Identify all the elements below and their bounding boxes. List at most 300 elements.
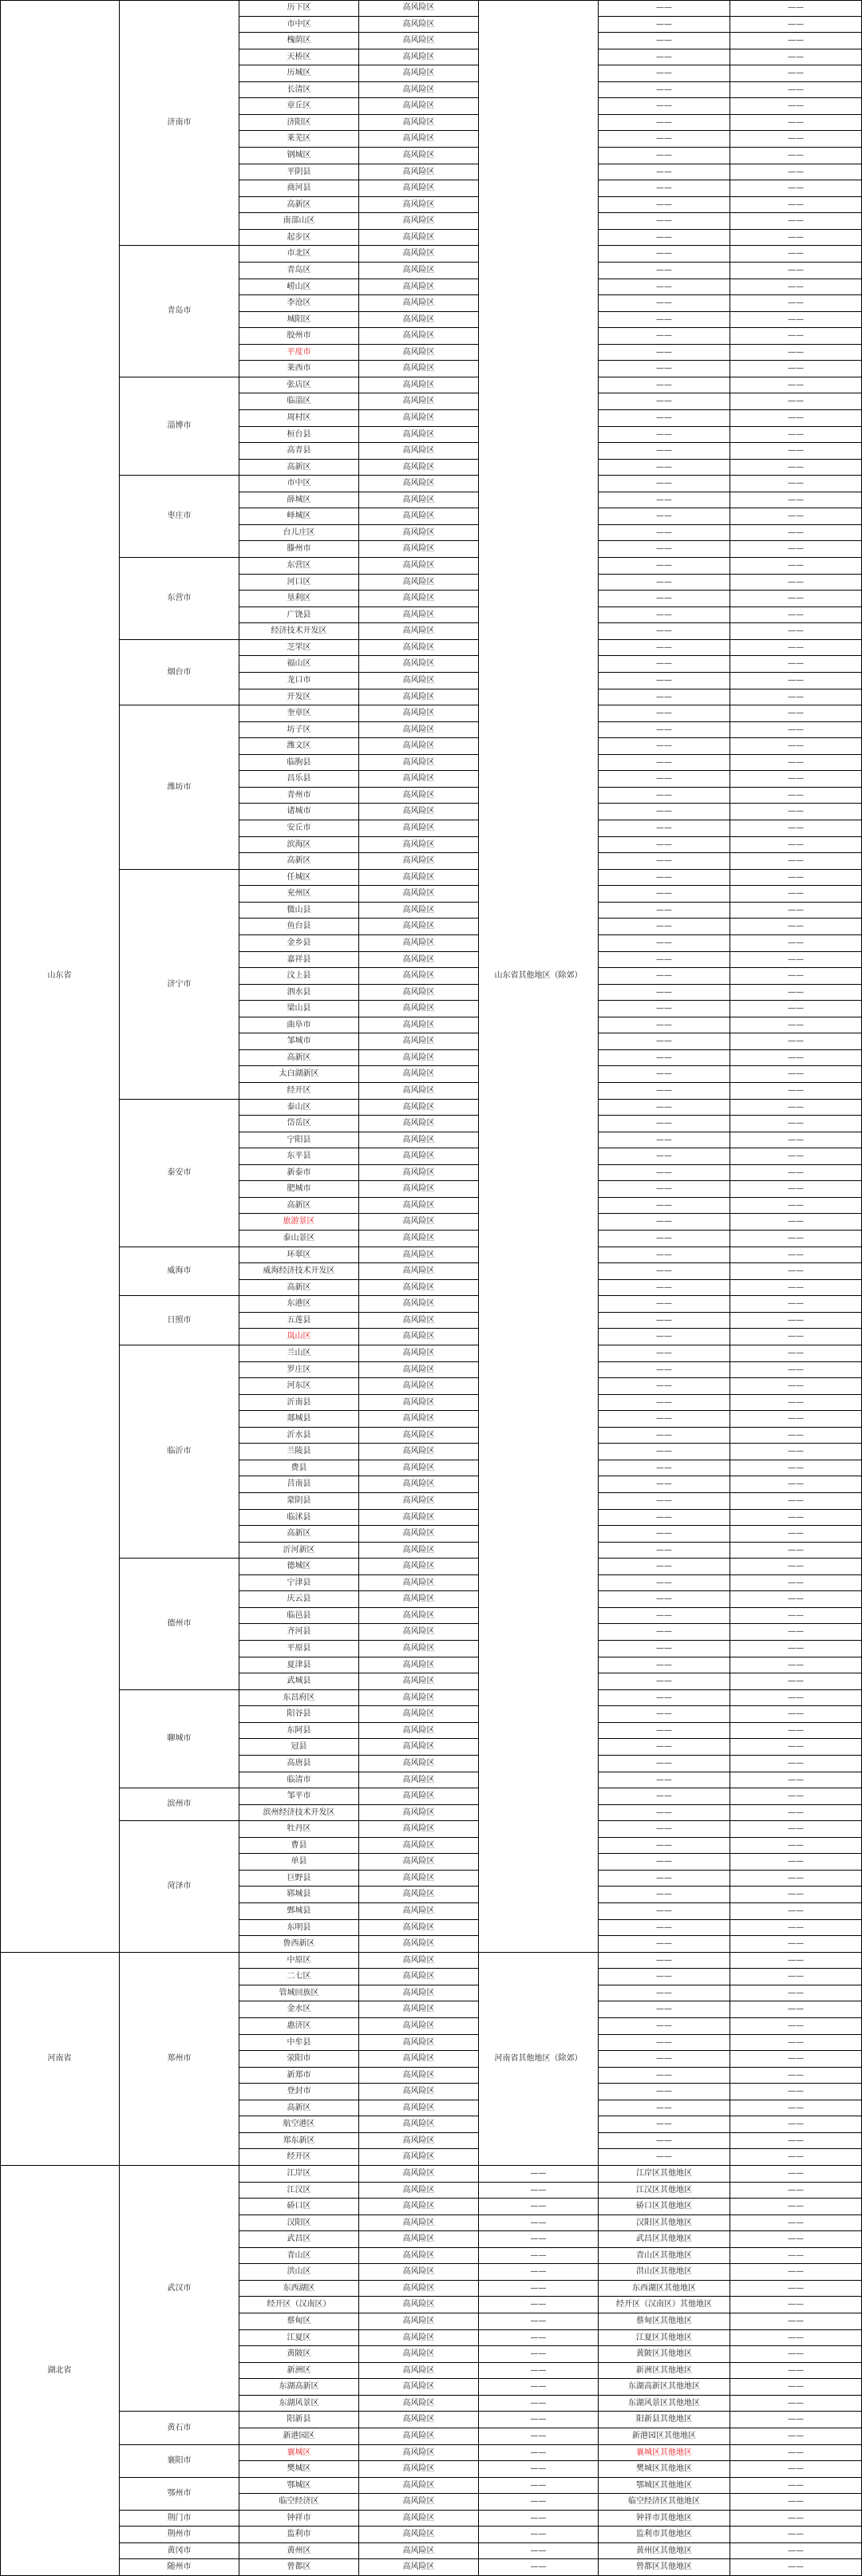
district-cell: 章丘区: [239, 98, 359, 115]
dash-cell: ——: [599, 935, 730, 952]
dash-cell: ——: [730, 607, 862, 623]
district-cell: 新郑市: [239, 2068, 359, 2084]
dash-cell: ——: [730, 2281, 862, 2297]
dash-cell: ——: [599, 1214, 730, 1231]
district-cell: 高新区: [239, 197, 359, 213]
dash-cell: ——: [730, 1903, 862, 1920]
district-cell: 新洲区: [239, 2363, 359, 2379]
risk-level-cell: 高风险区: [359, 1296, 479, 1313]
district-cell: 临空经济区: [239, 2494, 359, 2511]
dash-cell: ——: [599, 1756, 730, 1772]
dash-cell: ——: [479, 2461, 599, 2478]
dash-cell: ——: [599, 443, 730, 460]
district-cell: 高新区: [239, 1526, 359, 1543]
district-cell: 航空港区: [239, 2116, 359, 2133]
city-cell: 烟台市: [120, 640, 239, 705]
risk-level-cell: 高风险区: [359, 968, 479, 985]
dash-cell: ——: [730, 17, 862, 33]
dash-cell: ——: [599, 246, 730, 263]
risk-level-cell: 高风险区: [359, 1493, 479, 1510]
dash-cell: ——: [599, 312, 730, 328]
dash-cell: ——: [599, 197, 730, 213]
dash-cell: ——: [730, 2412, 862, 2428]
district-cell: 单县: [239, 1854, 359, 1871]
dash-cell: ——: [599, 952, 730, 968]
district-cell: 崂山区: [239, 279, 359, 295]
dash-cell: ——: [730, 2346, 862, 2363]
risk-level-cell: 高风险区: [359, 771, 479, 788]
dash-cell: ——: [599, 377, 730, 393]
dash-cell: ——: [730, 2231, 862, 2248]
dash-cell: ——: [730, 968, 862, 985]
dash-cell: ——: [730, 1148, 862, 1165]
district-cell: 梁山县: [239, 1001, 359, 1017]
district-cell: 青岛区: [239, 263, 359, 279]
dash-cell: ——: [730, 541, 862, 558]
dash-cell: ——: [599, 1247, 730, 1263]
risk-level-cell: 高风险区: [359, 1198, 479, 1214]
dash-cell: ——: [730, 1263, 862, 1280]
district-cell: 肥城市: [239, 1181, 359, 1198]
district-cell: 郯城县: [239, 1411, 359, 1428]
district-cell: 钢城区: [239, 148, 359, 164]
risk-level-cell: 高风险区: [359, 952, 479, 968]
risk-level-cell: 高风险区: [359, 788, 479, 804]
dash-cell: ——: [599, 903, 730, 919]
dash-cell: ——: [730, 1510, 862, 1526]
risk-level-cell: 高风险区: [359, 1132, 479, 1148]
risk-level-cell: 高风险区: [359, 1476, 479, 1493]
district-cell: 李沧区: [239, 295, 359, 312]
dash-cell: ——: [599, 1871, 730, 1887]
dash-cell: ——: [599, 1936, 730, 1953]
risk-level-cell: 高风险区: [359, 1690, 479, 1706]
city-cell: 青岛市: [120, 246, 239, 377]
city-cell: 日照市: [120, 1296, 239, 1345]
dash-cell: ——: [730, 1165, 862, 1181]
district-cell: 宁阳县: [239, 1132, 359, 1148]
dash-cell: ——: [730, 935, 862, 952]
district-cell: 巨野县: [239, 1871, 359, 1887]
risk-level-cell: 高风险区: [359, 2363, 479, 2379]
risk-level-cell: 高风险区: [359, 1362, 479, 1378]
dash-cell: ——: [730, 1772, 862, 1788]
dash-cell: ——: [730, 1083, 862, 1100]
district-cell: 岚山区: [239, 1329, 359, 1345]
dash-cell: ——: [599, 1296, 730, 1313]
dash-cell: ——: [730, 591, 862, 607]
district-cell: 张店区: [239, 377, 359, 393]
district-cell: 经开区: [239, 2149, 359, 2166]
dash-cell: ——: [730, 2494, 862, 2511]
dash-cell: ——: [730, 1050, 862, 1066]
district-cell: 罗庄区: [239, 1362, 359, 1378]
dash-cell: ——: [599, 1231, 730, 1247]
district-cell: 河东区: [239, 1378, 359, 1395]
dash-cell: ——: [730, 952, 862, 968]
dash-cell: ——: [599, 1591, 730, 1608]
district-other-cell: 江岸区其他地区: [599, 2166, 730, 2183]
risk-level-cell: 高风险区: [359, 1526, 479, 1543]
dash-cell: ——: [730, 853, 862, 870]
dash-cell: ——: [730, 2396, 862, 2412]
dash-cell: ——: [599, 492, 730, 508]
risk-level-cell: 高风险区: [359, 575, 479, 591]
risk-level-cell: 高风险区: [359, 1066, 479, 1083]
risk-level-cell: 高风险区: [359, 1100, 479, 1116]
district-cell: 济阳区: [239, 115, 359, 131]
risk-level-cell: 高风险区: [359, 345, 479, 361]
risk-level-cell: 高风险区: [359, 1608, 479, 1624]
dash-cell: ——: [730, 33, 862, 49]
dash-cell: ——: [730, 1066, 862, 1083]
district-cell: 新泰市: [239, 1165, 359, 1181]
risk-level-cell: 高风险区: [359, 2248, 479, 2264]
district-cell: 起步区: [239, 230, 359, 246]
dash-cell: ——: [599, 804, 730, 820]
district-other-cell: 襄城区其他地区: [599, 2445, 730, 2461]
dash-cell: ——: [730, 1280, 862, 1296]
dash-cell: ——: [730, 1985, 862, 2001]
district-cell: 旅游景区: [239, 1214, 359, 1231]
dash-cell: ——: [730, 1953, 862, 1969]
risk-level-cell: 高风险区: [359, 1247, 479, 1263]
dash-cell: ——: [479, 2379, 599, 2396]
dash-cell: ——: [479, 2527, 599, 2543]
district-other-cell: 黄州区其他地区: [599, 2543, 730, 2559]
risk-level-cell: 高风险区: [359, 1444, 479, 1460]
dash-cell: ——: [730, 1345, 862, 1362]
district-cell: 平度市: [239, 345, 359, 361]
district-cell: 冠县: [239, 1739, 359, 1756]
dash-cell: ——: [730, 1821, 862, 1838]
dash-cell: ——: [599, 1838, 730, 1854]
risk-level-cell: 高风险区: [359, 1985, 479, 2001]
risk-level-cell: 高风险区: [359, 2183, 479, 2199]
district-other-cell: 钟祥市其他地区: [599, 2511, 730, 2527]
dash-cell: ——: [599, 148, 730, 164]
dash-cell: ——: [730, 1805, 862, 1821]
dash-cell: ——: [479, 2478, 599, 2494]
district-cell: 曾都区: [239, 2559, 359, 2576]
dash-cell: ——: [730, 427, 862, 443]
dash-cell: ——: [599, 1969, 730, 1985]
dash-cell: ——: [479, 2199, 599, 2215]
risk-level-cell: 高风险区: [359, 1772, 479, 1788]
dash-cell: ——: [479, 2166, 599, 2183]
dash-cell: ——: [599, 771, 730, 788]
district-cell: 经济技术开发区: [239, 623, 359, 640]
dash-cell: ——: [730, 837, 862, 853]
dash-cell: ——: [599, 1706, 730, 1723]
city-cell: 威海市: [120, 1247, 239, 1296]
dash-cell: ——: [730, 2297, 862, 2313]
dash-cell: ——: [479, 2297, 599, 2313]
risk-level-cell: 高风险区: [359, 1871, 479, 1887]
district-cell: 新港园区: [239, 2428, 359, 2445]
dash-cell: ——: [730, 361, 862, 377]
district-other-cell: 江夏区其他地区: [599, 2330, 730, 2346]
district-other-cell: 黄陂区其他地区: [599, 2346, 730, 2363]
risk-level-cell: 高风险区: [359, 607, 479, 623]
district-cell: 洪山区: [239, 2264, 359, 2281]
district-cell: 市中区: [239, 476, 359, 492]
district-cell: 宁津县: [239, 1575, 359, 1591]
dash-cell: ——: [730, 558, 862, 575]
dash-cell: ——: [730, 1116, 862, 1132]
city-cell: 淄博市: [120, 377, 239, 476]
risk-level-cell: 高风险区: [359, 1657, 479, 1673]
district-cell: 经开区: [239, 1083, 359, 1100]
dash-cell: ——: [599, 2001, 730, 2018]
dash-cell: ——: [599, 1345, 730, 1362]
dash-cell: ——: [730, 2166, 862, 2183]
district-cell: 监利市: [239, 2527, 359, 2543]
district-cell: 郓城县: [239, 1887, 359, 1903]
district-cell: 临朐县: [239, 755, 359, 771]
district-cell: 沂水县: [239, 1428, 359, 1444]
dash-cell: ——: [730, 2133, 862, 2149]
dash-cell: ——: [599, 230, 730, 246]
city-cell: 德州市: [120, 1559, 239, 1690]
dash-cell: ——: [730, 771, 862, 788]
district-other-cell: 曾都区其他地区: [599, 2559, 730, 2576]
dash-cell: ——: [599, 1673, 730, 1690]
dash-cell: ——: [730, 180, 862, 197]
risk-level-cell: 高风险区: [359, 230, 479, 246]
dash-cell: ——: [599, 755, 730, 771]
risk-level-cell: 高风险区: [359, 328, 479, 345]
dash-cell: ——: [599, 722, 730, 738]
risk-level-cell: 高风险区: [359, 1148, 479, 1165]
dash-cell: ——: [599, 870, 730, 886]
dash-cell: ——: [599, 1723, 730, 1739]
risk-level-cell: 高风险区: [359, 2396, 479, 2412]
dash-cell: ——: [730, 1575, 862, 1591]
risk-level-cell: 高风险区: [359, 213, 479, 230]
dash-cell: ——: [730, 1001, 862, 1017]
risk-level-cell: 高风险区: [359, 1050, 479, 1066]
dash-cell: ——: [599, 1575, 730, 1591]
risk-level-cell: 高风险区: [359, 591, 479, 607]
district-cell: 鄄城县: [239, 1903, 359, 1920]
district-cell: 龙口市: [239, 673, 359, 689]
risk-level-cell: 高风险区: [359, 558, 479, 575]
risk-level-cell: 高风险区: [359, 2133, 479, 2149]
dash-cell: ——: [730, 1378, 862, 1395]
dash-cell: ——: [479, 2412, 599, 2428]
risk-level-cell: 高风险区: [359, 1706, 479, 1723]
risk-level-cell: 高风险区: [359, 541, 479, 558]
district-cell: 安丘市: [239, 820, 359, 837]
dash-cell: ——: [730, 1247, 862, 1263]
risk-level-cell: 高风险区: [359, 460, 479, 476]
dash-cell: ——: [599, 985, 730, 1001]
risk-level-cell: 高风险区: [359, 410, 479, 427]
district-cell: 青州市: [239, 788, 359, 804]
district-cell: 福山区: [239, 656, 359, 673]
district-cell: 高新区: [239, 1280, 359, 1296]
risk-level-cell: 高风险区: [359, 2461, 479, 2478]
district-cell: 滨州经济技术开发区: [239, 1805, 359, 1821]
risk-level-cell: 高风险区: [359, 1756, 479, 1772]
district-cell: 临沭县: [239, 1510, 359, 1526]
risk-level-cell: 高风险区: [359, 2313, 479, 2330]
dash-cell: ——: [599, 345, 730, 361]
risk-level-cell: 高风险区: [359, 443, 479, 460]
risk-level-cell: 高风险区: [359, 2001, 479, 2018]
risk-level-cell: 高风险区: [359, 1214, 479, 1231]
dash-cell: ——: [730, 1231, 862, 1247]
dash-cell: ——: [730, 1854, 862, 1871]
dash-cell: ——: [599, 1608, 730, 1624]
dash-cell: ——: [730, 197, 862, 213]
dash-cell: ——: [479, 2264, 599, 2281]
risk-level-cell: 高风险区: [359, 705, 479, 722]
dash-cell: ——: [599, 1903, 730, 1920]
province-cell: 湖北省: [0, 2166, 120, 2576]
district-cell: 武城县: [239, 1673, 359, 1690]
dash-cell: ——: [730, 1296, 862, 1313]
dash-cell: ——: [730, 0, 862, 17]
district-cell: 河口区: [239, 575, 359, 591]
dash-cell: ——: [479, 2543, 599, 2559]
dash-cell: ——: [599, 2018, 730, 2035]
risk-level-cell: 高风险区: [359, 1001, 479, 1017]
district-cell: 费县: [239, 1460, 359, 1476]
district-cell: 微山县: [239, 903, 359, 919]
district-cell: 蔡甸区: [239, 2313, 359, 2330]
dash-cell: ——: [599, 968, 730, 985]
district-cell: 芝罘区: [239, 640, 359, 656]
dash-cell: ——: [730, 722, 862, 738]
risk-level-cell: 高风险区: [359, 1805, 479, 1821]
district-cell: 东明县: [239, 1920, 359, 1936]
dash-cell: ——: [599, 886, 730, 903]
risk-level-cell: 高风险区: [359, 295, 479, 312]
dash-cell: ——: [730, 1460, 862, 1476]
dash-cell: ——: [730, 2068, 862, 2084]
risk-level-cell: 高风险区: [359, 1624, 479, 1641]
district-cell: 东昌府区: [239, 1690, 359, 1706]
dash-cell: ——: [599, 1132, 730, 1148]
dash-cell: ——: [599, 1788, 730, 1805]
district-other-cell: 临空经济区其他地区: [599, 2494, 730, 2511]
dash-cell: ——: [730, 705, 862, 722]
dash-cell: ——: [599, 1854, 730, 1871]
dash-cell: ——: [730, 2461, 862, 2478]
risk-level-cell: 高风险区: [359, 1673, 479, 1690]
dash-cell: ——: [730, 1920, 862, 1936]
district-cell: 薛城区: [239, 492, 359, 508]
dash-cell: ——: [730, 1411, 862, 1428]
dash-cell: ——: [730, 263, 862, 279]
dash-cell: ——: [599, 837, 730, 853]
dash-cell: ——: [599, 1017, 730, 1033]
dash-cell: ——: [730, 1362, 862, 1378]
risk-level-cell: 高风险区: [359, 870, 479, 886]
dash-cell: ——: [730, 476, 862, 492]
risk-level-cell: 高风险区: [359, 17, 479, 33]
risk-level-cell: 高风险区: [359, 1953, 479, 1969]
dash-cell: ——: [730, 2511, 862, 2527]
dash-cell: ——: [730, 1493, 862, 1510]
dash-cell: ——: [599, 1083, 730, 1100]
district-cell: 周村区: [239, 410, 359, 427]
dash-cell: ——: [730, 1723, 862, 1739]
district-cell: 兰陵县: [239, 1444, 359, 1460]
dash-cell: ——: [730, 1690, 862, 1706]
dash-cell: ——: [599, 1657, 730, 1673]
risk-level-cell: 高风险区: [359, 2297, 479, 2313]
district-cell: 天桥区: [239, 49, 359, 65]
dash-cell: ——: [730, 1657, 862, 1673]
dash-cell: ——: [479, 2396, 599, 2412]
district-cell: 中牟县: [239, 2035, 359, 2051]
risk-level-cell: 高风险区: [359, 525, 479, 541]
risk-level-cell: 高风险区: [359, 1231, 479, 1247]
district-cell: 垦利区: [239, 591, 359, 607]
risk-level-cell: 高风险区: [359, 738, 479, 755]
risk-level-cell: 高风险区: [359, 1313, 479, 1329]
dash-cell: ——: [599, 1181, 730, 1198]
district-cell: 庆云县: [239, 1591, 359, 1608]
risk-level-cell: 高风险区: [359, 1641, 479, 1657]
district-cell: 汶上县: [239, 968, 359, 985]
dash-cell: ——: [479, 2215, 599, 2231]
dash-cell: ——: [730, 2330, 862, 2346]
risk-level-cell: 高风险区: [359, 1083, 479, 1100]
risk-level-cell: 高风险区: [359, 1838, 479, 1854]
dash-cell: ——: [599, 2149, 730, 2166]
dash-cell: ——: [599, 1033, 730, 1050]
dash-cell: ——: [479, 2363, 599, 2379]
dash-cell: ——: [599, 1805, 730, 1821]
dash-cell: ——: [730, 575, 862, 591]
dash-cell: ——: [599, 115, 730, 131]
dash-cell: ——: [730, 1641, 862, 1657]
city-cell: 济南市: [120, 0, 239, 246]
dash-cell: ——: [599, 2084, 730, 2100]
risk-level-cell: 高风险区: [359, 1378, 479, 1395]
risk-level-cell: 高风险区: [359, 2428, 479, 2445]
district-cell: 临淄区: [239, 393, 359, 410]
dash-cell: ——: [730, 2264, 862, 2281]
dash-cell: ——: [730, 2116, 862, 2133]
risk-level-cell: 高风险区: [359, 1460, 479, 1476]
district-cell: 黄州区: [239, 2543, 359, 2559]
risk-level-cell: 高风险区: [359, 1739, 479, 1756]
dash-cell: ——: [599, 0, 730, 17]
risk-level-cell: 高风险区: [359, 820, 479, 837]
district-cell: 高唐县: [239, 1756, 359, 1772]
district-cell: 临邑县: [239, 1608, 359, 1624]
risk-level-cell: 高风险区: [359, 1575, 479, 1591]
district-cell: 江岸区: [239, 2166, 359, 2183]
dash-cell: ——: [599, 17, 730, 33]
district-other-cell: 东湖风景区其他地区: [599, 2396, 730, 2412]
dash-cell: ——: [479, 2281, 599, 2297]
risk-level-cell: 高风险区: [359, 919, 479, 935]
dash-cell: ——: [599, 1624, 730, 1641]
dash-cell: ——: [730, 246, 862, 263]
dash-cell: ——: [599, 919, 730, 935]
district-cell: 夏津县: [239, 1657, 359, 1673]
risk-level-cell: 高风险区: [359, 2051, 479, 2068]
dash-cell: ——: [479, 2511, 599, 2527]
dash-cell: ——: [599, 460, 730, 476]
district-cell: 高新区: [239, 853, 359, 870]
